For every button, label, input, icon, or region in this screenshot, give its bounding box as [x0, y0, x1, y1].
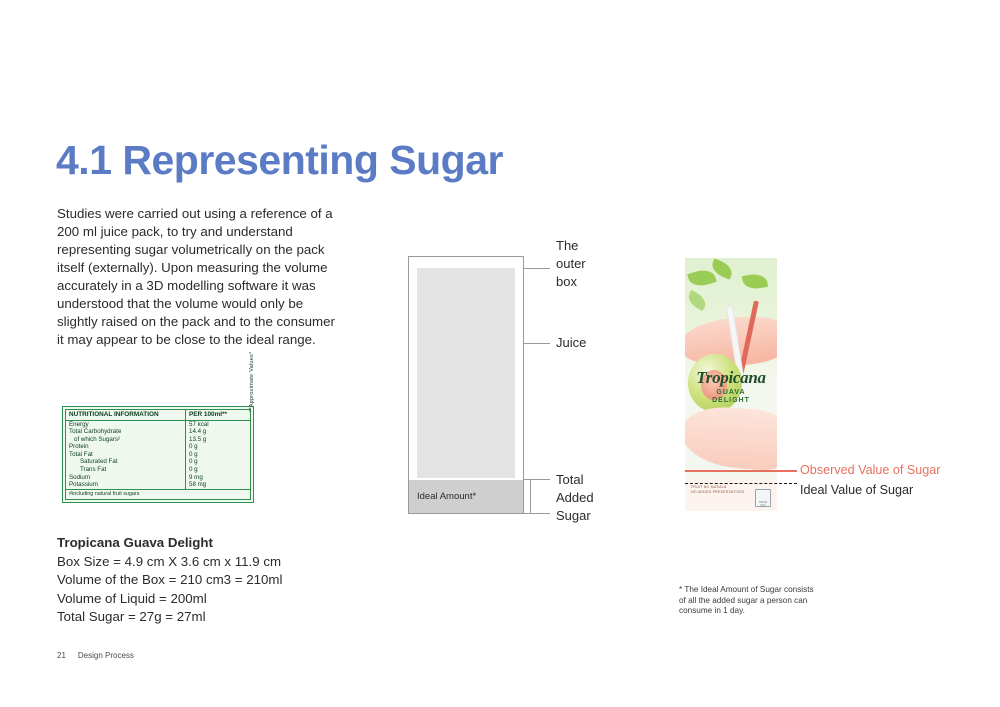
nutrient-value: 0 g	[186, 466, 251, 474]
nutrition-side-note: **Approximate Values*	[249, 351, 255, 412]
nutrient-value: 13.5 g	[186, 436, 251, 444]
pack-bottom-text-line2: NO ADDED PRESERVATIVES	[691, 490, 745, 494]
table-row	[66, 420, 250, 428]
nutrient-name: Protein	[69, 443, 89, 451]
ideal-value-label: Ideal Value of Sugar	[800, 483, 914, 497]
tropicana-pack-photo	[685, 258, 777, 511]
nutrient-name: Energy	[69, 420, 89, 428]
callout-juice: Juice	[556, 335, 587, 350]
callout-outer-box-line1: The	[556, 238, 579, 253]
callout-total-sugar-line1: Total	[556, 472, 584, 487]
spec-liquid-volume: Volume of Liquid = 200ml	[57, 590, 207, 606]
product-spec-block	[57, 534, 377, 627]
spec-title: Tropicana Guava Delight	[57, 535, 213, 550]
nutrition-header-right: PER 100ml**	[186, 410, 251, 420]
observed-value-label: Observed Value of Sugar	[800, 463, 941, 477]
spec-total-sugar: Total Sugar = 27g = 27ml	[57, 609, 206, 624]
nutrient-value: 0 g	[186, 443, 251, 451]
nutrition-header-left: NUTRITIONAL INFORMATION	[66, 410, 186, 420]
table-row	[66, 458, 250, 466]
spec-box-size: Box Size = 4.9 cm X 3.6 cm x 11.9 cm	[57, 553, 282, 569]
footer-section-label: Design Process	[77, 651, 134, 660]
nutrient-name: Total Carbohydrate	[69, 428, 122, 436]
box-juice-fill	[417, 268, 515, 478]
callout-leader-outer-box	[524, 268, 550, 269]
pack-variant	[685, 389, 777, 405]
nutrient-value: 57 kcal	[186, 420, 251, 428]
table-row	[66, 474, 250, 482]
table-row	[66, 443, 250, 451]
footer-page-number: 21	[57, 651, 66, 660]
table-row	[66, 428, 250, 436]
page-title: 4.1 Representing Sugar	[56, 137, 503, 183]
ideal-amount-label: Ideal Amount*	[417, 491, 477, 502]
callout-outer-box	[556, 237, 602, 291]
nutrient-value: 14.4 g	[186, 428, 251, 436]
footnote-line3: consume in 1 day.	[679, 606, 745, 615]
nutrition-table-header-row	[66, 410, 250, 420]
box-ideal-amount-band	[409, 480, 523, 513]
intro-paragraph: Studies were carried out using a reference of a 200 ml juice pack, to try and understand representing sugar volumetrically on the pack itself (externally). Upon measuring the volume accurately in a 3D modelling software it was understood that the volume would only be slightly raised on the pack and to the consumer it may appear to be close to the ideal range.	[57, 206, 335, 347]
table-row	[66, 489, 250, 499]
pack-brand-name: Tropicana	[696, 368, 766, 387]
callout-outer-box-line3: box	[556, 274, 577, 289]
nutrition-footnote: #including natural fruit sugars	[66, 489, 250, 499]
pack-variant-line1: GUAVA	[716, 389, 746, 396]
ideal-value-line	[685, 483, 797, 484]
bracket-vertical	[530, 479, 531, 514]
pack-bottom-text-line1: FRUIT NO MASALA	[691, 485, 727, 489]
ideal-amount-footnote	[679, 585, 879, 617]
spec-box-volume: Volume of the Box = 210 cm3 = 210ml	[57, 572, 283, 587]
tetra-pak-icon: TETRA PAK	[755, 489, 771, 507]
nutrient-value: 0 g	[186, 458, 251, 466]
nutrient-value: 58 mg	[186, 481, 251, 489]
bracket-bottom	[524, 513, 550, 514]
nutrition-information-label	[62, 406, 254, 503]
footer	[57, 651, 134, 660]
nutrient-name: of which Sugars²	[74, 435, 121, 443]
callout-leader-juice	[524, 343, 550, 344]
bracket-top	[524, 479, 550, 480]
pack-variant-line2: DELIGHT	[712, 397, 750, 404]
table-row	[66, 481, 250, 489]
table-row	[66, 436, 250, 444]
nutrient-value: 9 mg	[186, 474, 251, 482]
nutrient-name: Sodium	[69, 473, 90, 481]
table-row	[66, 451, 250, 459]
nutrient-name: Potassium	[69, 481, 98, 489]
nutrient-name: Saturated Fat	[80, 458, 118, 466]
nutrient-value: 0 g	[186, 451, 251, 459]
pack-bottom-text	[691, 485, 745, 495]
observed-value-line	[685, 470, 777, 472]
table-row	[66, 466, 250, 474]
juice-splash-graphic-lower	[685, 404, 777, 471]
nutrient-name: Trans Fat	[80, 466, 107, 474]
callout-total-added-sugar	[556, 471, 616, 525]
callout-total-sugar-line2: Added	[556, 490, 594, 505]
nutrient-name: Total Fat	[69, 450, 93, 458]
footnote-line1: * The Ideal Amount of Sugar consists	[679, 585, 814, 594]
callout-total-sugar-line3: Sugar	[556, 508, 591, 523]
nutrition-table	[66, 410, 250, 499]
observed-value-leader	[777, 470, 797, 472]
juice-box-diagram	[408, 256, 524, 514]
callout-outer-box-line2: outer	[556, 256, 586, 271]
footnote-line2: of all the added sugar a person can	[679, 595, 808, 605]
